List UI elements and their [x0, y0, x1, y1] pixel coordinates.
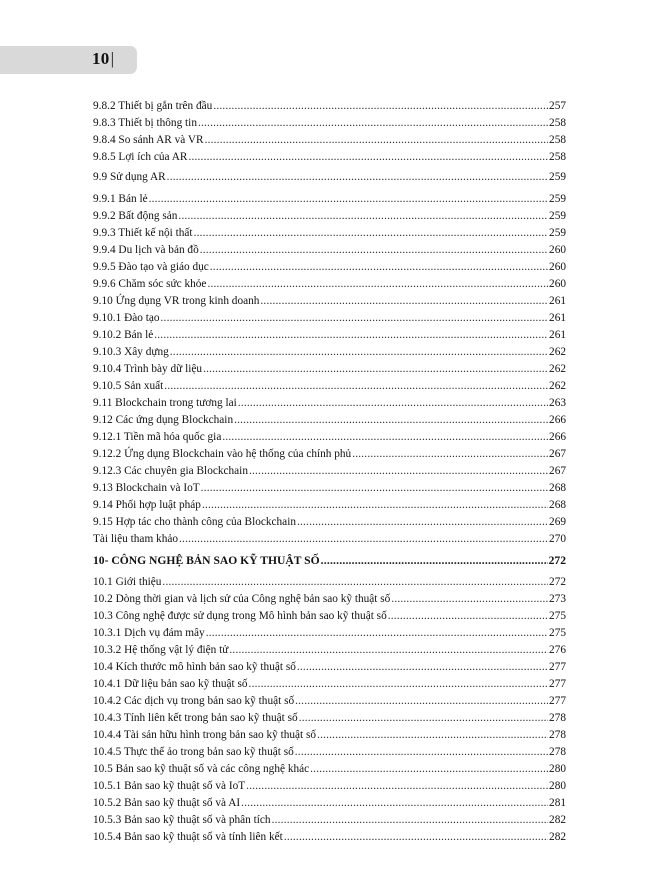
- toc-entry[interactable]: [93, 812, 566, 829]
- toc-entry-title: 9.9.5 Đào tạo và giáo dục: [93, 261, 209, 273]
- toc-entry[interactable]: [93, 710, 566, 727]
- toc-entry[interactable]: [93, 591, 566, 608]
- toc-dot-leader: [202, 497, 548, 514]
- toc-entry-title: 10.5.1 Bản sao kỹ thuật số và IoT: [93, 780, 246, 792]
- toc-entry-title: 10.3.1 Dịch vụ đám mây: [93, 627, 205, 639]
- toc-entry[interactable]: [93, 412, 566, 429]
- toc-entry-title: 10.4 Kích thước mô hình bản sao kỹ thuật số: [93, 661, 296, 673]
- toc-entry[interactable]: [93, 327, 566, 344]
- toc-dot-leader: [297, 659, 548, 676]
- toc-entry-title: 9.9.3 Thiết kế nội thất: [93, 227, 193, 239]
- toc-dot-leader: [201, 480, 548, 497]
- toc-entry[interactable]: [93, 795, 566, 812]
- toc-entry-title: 9.8.3 Thiết bị thông tin: [93, 117, 197, 129]
- toc-entry-title: 9.8.4 So sánh AR và VR: [93, 134, 204, 146]
- toc-dot-leader: [179, 531, 548, 548]
- toc-entry-page: 268: [549, 482, 566, 494]
- toc-dot-leader: [388, 608, 548, 625]
- toc-dot-leader: [210, 259, 548, 276]
- toc-dot-leader: [249, 463, 548, 480]
- toc-dot-leader: [246, 778, 548, 795]
- toc-entry-page: 270: [549, 533, 566, 545]
- toc-entry[interactable]: [93, 778, 566, 795]
- toc-entry-page: 260: [549, 261, 566, 273]
- page-number-separator: |: [110, 49, 115, 68]
- toc-entry-page: 261: [549, 329, 566, 341]
- toc-entry-page: 267: [549, 465, 566, 477]
- toc-entry-page: 259: [549, 171, 566, 183]
- toc-entry-title: 9.14 Phối hợp luật pháp: [93, 499, 201, 511]
- toc-entry-page: 262: [549, 346, 566, 358]
- toc-dot-leader: [222, 429, 548, 446]
- toc-entry-page: 259: [549, 193, 566, 205]
- toc-entry-title: 10.5.4 Bản sao kỹ thuật số và tính liên kết: [93, 831, 283, 843]
- toc-entry[interactable]: [93, 98, 566, 115]
- toc-entry[interactable]: [93, 514, 566, 531]
- toc-entry-title: 9.10 Ứng dụng VR trong kinh doanh: [93, 295, 260, 307]
- toc-entry-title: 10.5.2 Bản sao kỹ thuật số và AI: [93, 797, 241, 809]
- toc-dot-leader: [149, 191, 548, 208]
- toc-dot-leader: [238, 395, 548, 412]
- toc-entry[interactable]: [93, 395, 566, 412]
- toc-dot-leader: [295, 744, 548, 761]
- toc-entry[interactable]: [93, 693, 566, 710]
- toc-entry-page: 263: [549, 397, 566, 409]
- toc-dot-leader: [154, 327, 548, 344]
- toc-entry-title: 10.4.5 Thực thể ảo trong bản sao kỹ thuật số: [93, 746, 294, 758]
- toc-entry-page: 278: [549, 729, 566, 741]
- toc-entry-title: 9.8.2 Thiết bị gắn trên đầu: [93, 100, 213, 112]
- toc-entry[interactable]: [93, 344, 566, 361]
- toc-entry-title: 9.9.6 Chăm sóc sức khỏe: [93, 278, 207, 290]
- toc-dot-leader: [170, 344, 548, 361]
- toc-entry-title: 9.9.4 Du lịch và bản đồ: [93, 244, 199, 256]
- toc-entry-title: 9.13 Blockchain và IoT: [93, 482, 200, 494]
- toc-dot-leader: [295, 693, 548, 710]
- toc-entry-title: 9.15 Hợp tác cho thành công của Blockchain: [93, 516, 296, 528]
- page-number-value: 10: [92, 49, 110, 68]
- toc-entry-page: 275: [549, 610, 566, 622]
- toc-entry-page: 266: [549, 414, 566, 426]
- toc-chapter-entry[interactable]: [93, 551, 566, 571]
- toc-entry-title: 9.10.3 Xây dựng: [93, 346, 169, 358]
- toc-dot-leader: [299, 710, 548, 727]
- toc-entry-page: 266: [549, 431, 566, 443]
- toc-entry[interactable]: [93, 531, 566, 548]
- toc-entry[interactable]: [93, 115, 566, 132]
- toc-entry-page: 280: [549, 763, 566, 775]
- toc-dot-leader: [260, 293, 548, 310]
- toc-dot-leader: [249, 676, 549, 693]
- toc-entry-title: 9.10.1 Đào tạo: [93, 312, 160, 324]
- toc-entry-page: 277: [549, 695, 566, 707]
- toc-entry-title: 10.4.3 Tính liên kết trong bản sao kỹ thuật số: [93, 712, 298, 724]
- toc-entry-page: 272: [549, 576, 566, 588]
- toc-entry[interactable]: [93, 378, 566, 395]
- toc-entry[interactable]: [93, 429, 566, 446]
- toc-entry-page: 259: [549, 227, 566, 239]
- toc-entry-title: 10.2 Dòng thời gian và lịch sử của Công nghệ bản sao kỹ thuật số: [93, 593, 391, 605]
- toc-dot-leader: [297, 514, 548, 531]
- toc-entry-page: 260: [549, 244, 566, 256]
- toc-entry-page: 258: [549, 151, 566, 163]
- page-number-tab: [0, 46, 137, 74]
- toc-entry-title: 9.8.5 Lợi ích của AR: [93, 151, 188, 163]
- toc-entry[interactable]: [93, 446, 566, 463]
- toc-entry-page: 262: [549, 363, 566, 375]
- toc-entry-page: 276: [549, 644, 566, 656]
- toc-entry[interactable]: [93, 574, 566, 591]
- toc-entry-title: 9.12.2 Ứng dụng Blockchain vào hệ thống của chính phủ: [93, 448, 352, 460]
- toc-entry[interactable]: [93, 676, 566, 693]
- toc-entry[interactable]: [93, 361, 566, 378]
- toc-entry-title: 10- CÔNG NGHỆ BẢN SAO KỸ THUẬT SỐ: [93, 554, 320, 567]
- toc-dot-leader: [205, 132, 548, 149]
- toc-entry-page: 281: [549, 797, 566, 809]
- toc-entry-title: 10.4.1 Dữ liệu bản sao kỹ thuật số: [93, 678, 248, 690]
- toc-entry[interactable]: [93, 480, 566, 497]
- toc-entry-title: 9.10.5 Sản xuất: [93, 380, 164, 392]
- toc-entry-page: 260: [549, 278, 566, 290]
- toc-entry[interactable]: [93, 225, 566, 242]
- toc-dot-leader: [234, 412, 548, 429]
- toc-dot-leader: [162, 574, 548, 591]
- toc-entry[interactable]: [93, 829, 566, 846]
- toc-dot-leader: [284, 829, 548, 846]
- toc-entry-page: 258: [549, 134, 566, 146]
- toc-entry-page: 269: [549, 516, 566, 528]
- toc-entry[interactable]: [93, 744, 566, 761]
- toc-dot-leader: [203, 361, 548, 378]
- toc-entry[interactable]: [93, 149, 566, 166]
- toc-dot-leader: [194, 225, 548, 242]
- toc-entry-title: 9.9.1 Bán lẻ: [93, 193, 148, 205]
- toc-entry[interactable]: [93, 276, 566, 293]
- toc-dot-leader: [321, 551, 548, 571]
- toc-dot-leader: [317, 727, 548, 744]
- toc-entry-page: 277: [549, 678, 566, 690]
- toc-entry-page: 282: [549, 831, 566, 843]
- toc-dot-leader: [206, 625, 548, 642]
- toc-entry-title: 9.12.1 Tiền mã hóa quốc gia: [93, 431, 222, 443]
- toc-entry-page: 280: [549, 780, 566, 792]
- toc-entry-page: 261: [549, 312, 566, 324]
- toc-entry[interactable]: [93, 310, 566, 327]
- toc-dot-leader: [241, 795, 548, 812]
- toc-dot-leader: [188, 149, 548, 166]
- toc-dot-leader: [167, 169, 548, 186]
- toc-entry[interactable]: [93, 191, 566, 208]
- toc-entry[interactable]: [93, 293, 566, 310]
- toc-dot-leader: [164, 378, 548, 395]
- toc-entry[interactable]: [93, 608, 566, 625]
- toc-entry-page: 261: [549, 295, 566, 307]
- toc-entry-title: 9.9.2 Bất động sản: [93, 210, 178, 222]
- toc-entry-page: 282: [549, 814, 566, 826]
- toc-entry-page: 273: [549, 593, 566, 605]
- page-number: [92, 49, 114, 69]
- toc-entry-title: 9.9 Sử dụng AR: [93, 171, 166, 183]
- toc-entry-title: 9.12 Các ứng dụng Blockchain: [93, 414, 234, 426]
- toc-entry-title: 10.3 Công nghệ được sử dụng trong Mô hình bản sao kỹ thuật số: [93, 610, 387, 622]
- toc-entry-title: 10.5 Bản sao kỹ thuật số và các công nghệ khác: [93, 763, 310, 775]
- toc-entry-page: 257: [549, 100, 566, 112]
- toc-entry-page: 278: [549, 712, 566, 724]
- toc-entry-page: 258: [549, 117, 566, 129]
- toc-entry[interactable]: [93, 259, 566, 276]
- toc-entry[interactable]: [93, 761, 566, 778]
- toc-dot-leader: [200, 242, 548, 259]
- toc-entry-page: 267: [549, 448, 566, 460]
- toc-entry-page: 272: [548, 554, 566, 567]
- toc-entry[interactable]: [93, 169, 566, 186]
- toc-entry-page: 277: [549, 661, 566, 673]
- toc-entry-page: 278: [549, 746, 566, 758]
- toc-entry-title: 10.5.3 Bản sao kỹ thuật số và phân tích: [93, 814, 271, 826]
- toc-dot-leader: [161, 310, 549, 327]
- toc-dot-leader: [272, 812, 548, 829]
- toc-dot-leader: [310, 761, 548, 778]
- toc-entry-page: 262: [549, 380, 566, 392]
- toc-entry-page: 275: [549, 627, 566, 639]
- toc-entry[interactable]: [93, 642, 566, 659]
- toc-dot-leader: [391, 591, 548, 608]
- toc-dot-leader: [213, 98, 548, 115]
- toc-entry-title: 9.12.3 Các chuyên gia Blockchain: [93, 465, 248, 477]
- toc-entry-title: 10.4.2 Các dịch vụ trong bản sao kỹ thuật số: [93, 695, 295, 707]
- toc-entry[interactable]: [93, 659, 566, 676]
- toc-entry-title: 9.10.2 Bán lẻ: [93, 329, 154, 341]
- toc-dot-leader: [178, 208, 548, 225]
- toc-entry[interactable]: [93, 132, 566, 149]
- toc-entry-page: 268: [549, 499, 566, 511]
- toc-dot-leader: [229, 642, 548, 659]
- toc-entry-page: 259: [549, 210, 566, 222]
- toc-entry[interactable]: [93, 497, 566, 514]
- toc-entry-title: 9.11 Blockchain trong tương lai: [93, 397, 237, 409]
- table-of-contents: [93, 98, 566, 846]
- toc-entry-title: Tài liệu tham khảo: [93, 533, 179, 545]
- toc-dot-leader: [207, 276, 548, 293]
- toc-entry[interactable]: [93, 208, 566, 225]
- toc-entry-title: 10.3.2 Hệ thống vật lý điện tử: [93, 644, 229, 656]
- toc-entry[interactable]: [93, 242, 566, 259]
- toc-dot-leader: [352, 446, 548, 463]
- toc-entry-title: 10.4.4 Tài sản hữu hình trong bản sao kỹ thuật số: [93, 729, 317, 741]
- toc-entry-title: 9.10.4 Trình bày dữ liệu: [93, 363, 203, 375]
- toc-entry[interactable]: [93, 727, 566, 744]
- toc-entry-title: 10.1 Giới thiệu: [93, 576, 162, 588]
- toc-entry[interactable]: [93, 625, 566, 642]
- toc-entry[interactable]: [93, 463, 566, 480]
- toc-dot-leader: [198, 115, 548, 132]
